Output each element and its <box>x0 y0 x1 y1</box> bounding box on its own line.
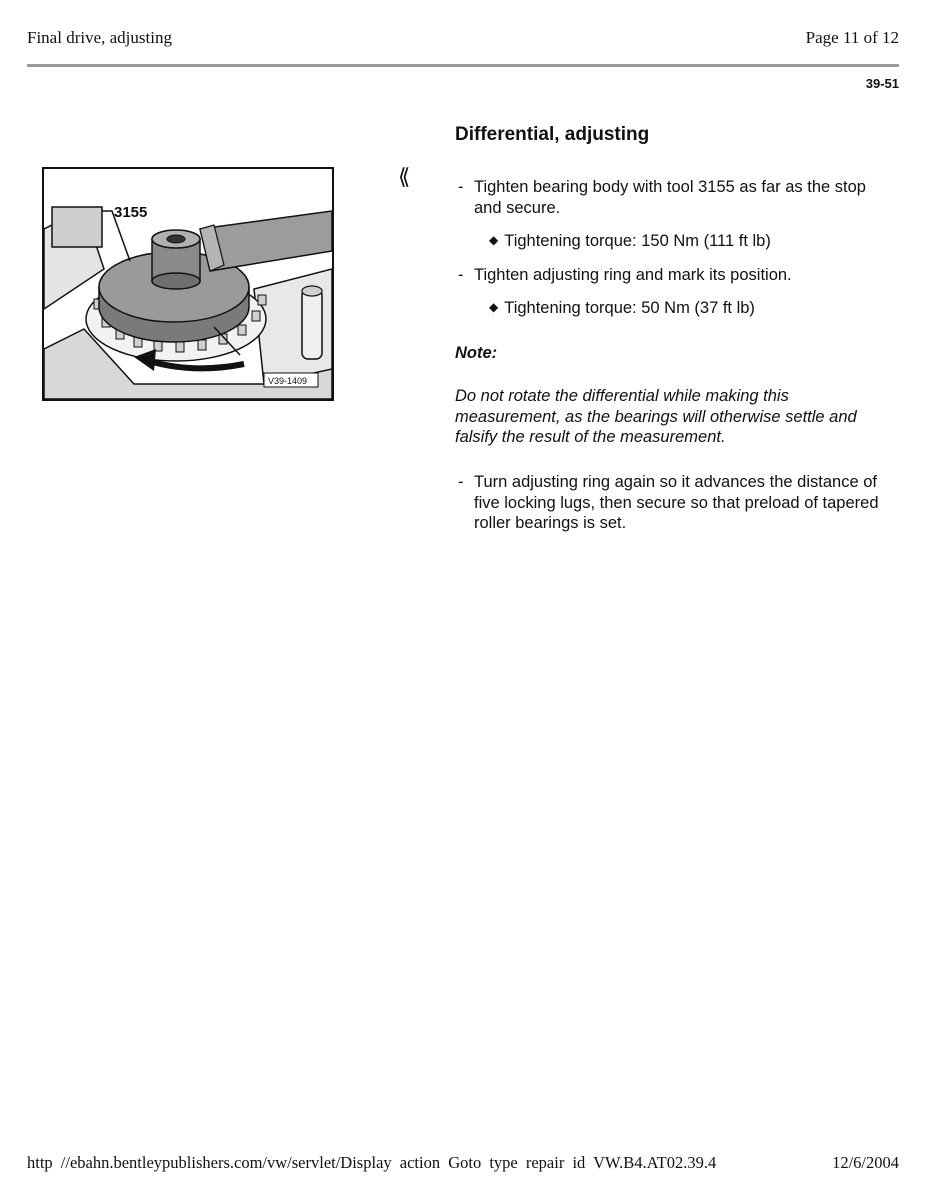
spec-text: Tightening torque: 150 Nm (111 ft lb) <box>504 232 771 250</box>
image-code-label: V39-1409 <box>268 376 308 386</box>
step-2-spec <box>489 298 755 320</box>
footer-date: 12/6/2004 <box>832 1153 899 1172</box>
diamond-bullet-icon: ◆ <box>489 233 499 247</box>
step-dash: - <box>458 178 464 196</box>
footer-url: http //ebahn.bentleypublishers.com/vw/servlet/Display action Goto type repair id VW.B4.AT02.39.4 <box>27 1153 717 1172</box>
step-dash: - <box>458 473 464 491</box>
step-text: Turn adjusting ring again so it advances the distance of five locking lugs, then secure so that preload of tapered roller bearings is set. <box>474 473 879 532</box>
differential-drawing <box>44 169 332 399</box>
tool-number-label: 3155 <box>114 204 148 221</box>
document-title: Final drive, adjusting <box>27 28 172 47</box>
note-text: Do not rotate the differential while making this measurement, as the bearings will otherwise settle and falsify the result of the measurement. <box>455 387 857 446</box>
note-label: Note: <box>455 344 498 362</box>
step-1-spec <box>489 231 771 253</box>
diamond-bullet-icon: ◆ <box>489 300 499 314</box>
step-text: Tighten bearing body with tool 3155 as far as the stop and secure. <box>474 178 866 217</box>
step-3 <box>458 472 888 534</box>
step-1 <box>458 177 888 218</box>
section-title: Differential, adjusting <box>455 124 650 145</box>
step-2 <box>458 265 888 286</box>
differential-illustration <box>42 167 334 401</box>
step-dash: - <box>458 266 464 284</box>
figure-pointer-icon: ⟪ <box>398 164 411 189</box>
header-divider <box>27 64 899 67</box>
page-indicator: Page 11 of 12 <box>805 28 899 47</box>
section-number: 39-51 <box>865 76 899 91</box>
step-text: Tighten adjusting ring and mark its position. <box>474 266 792 284</box>
spec-text: Tightening torque: 50 Nm (37 ft lb) <box>504 299 755 317</box>
